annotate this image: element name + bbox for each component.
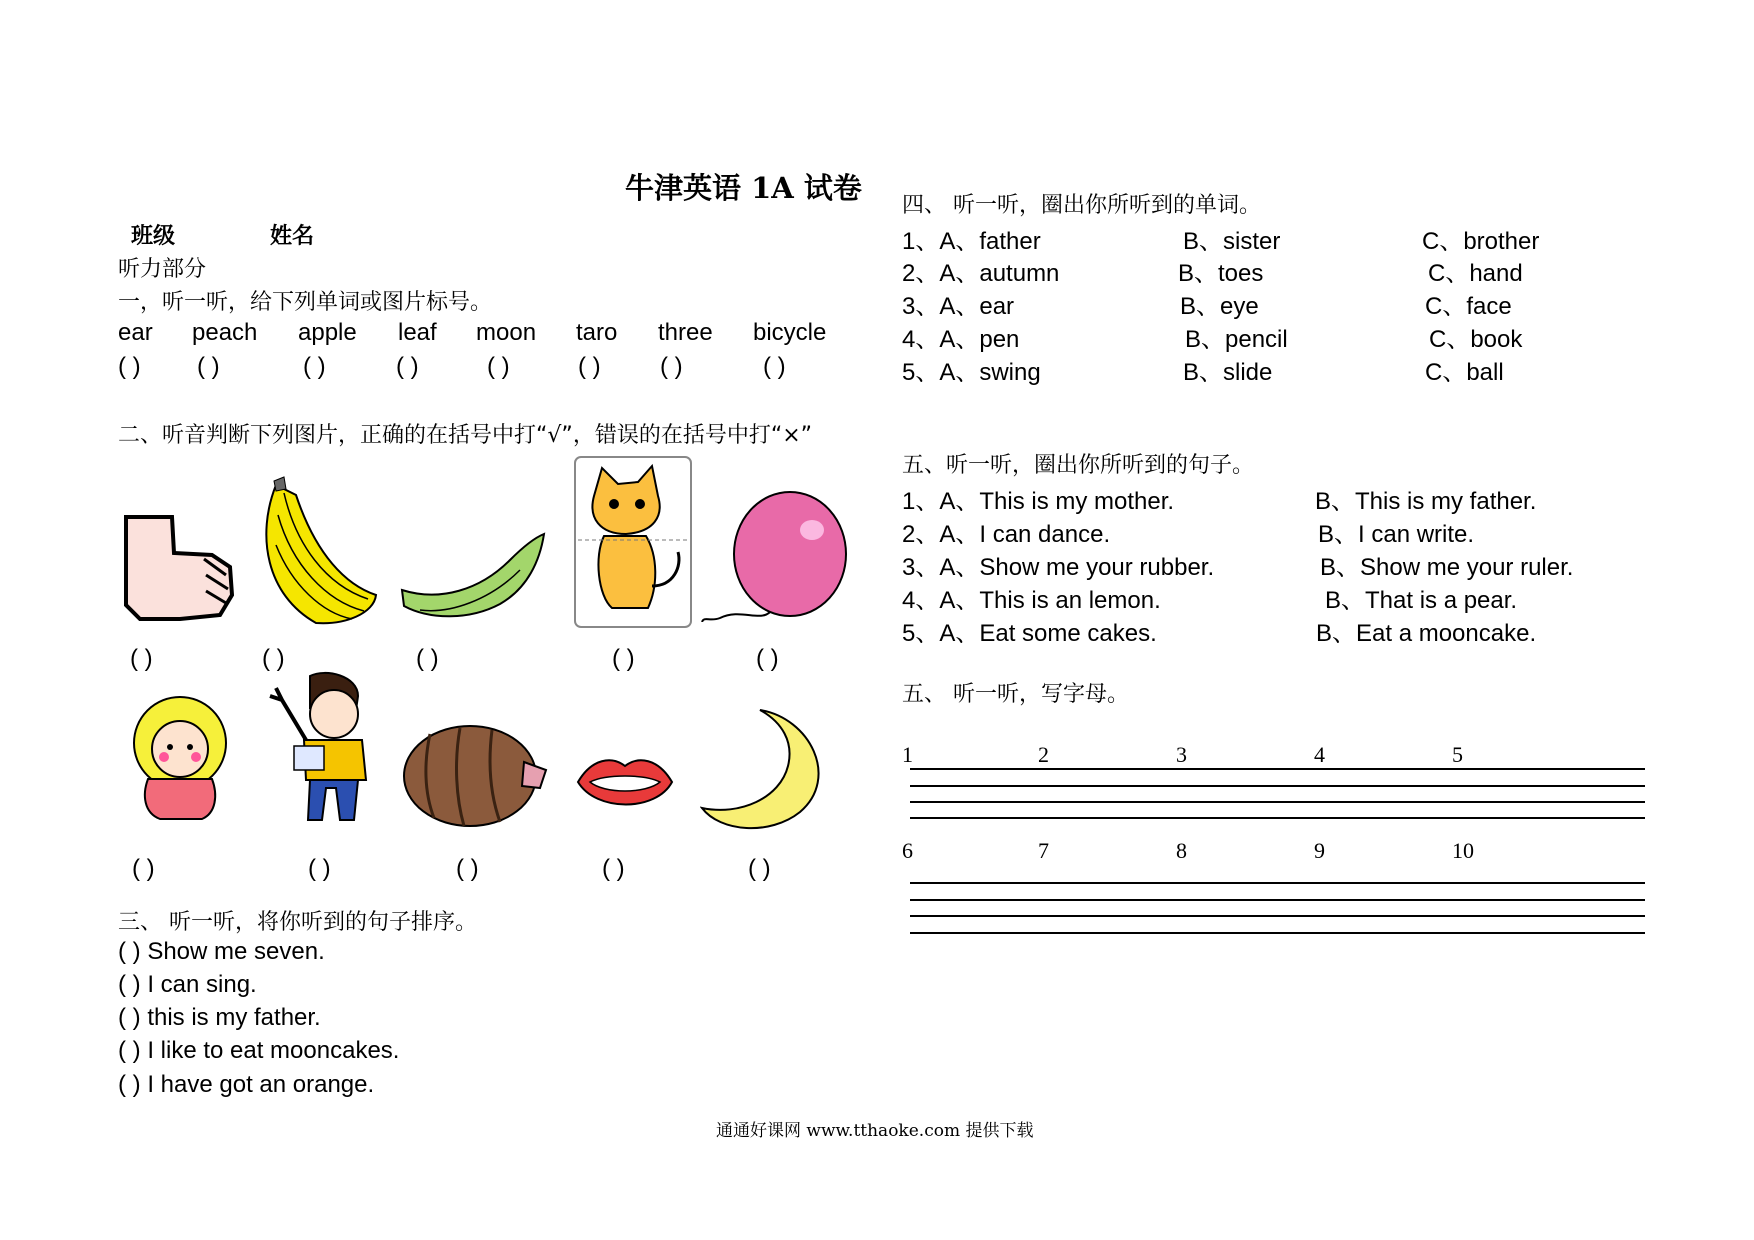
answer-blank[interactable]: ( )	[763, 353, 786, 380]
line-number: 1	[902, 742, 913, 767]
sentence-text: I like to eat mooncakes.	[147, 1037, 400, 1064]
name-label: 姓名	[270, 224, 315, 249]
line-number: 3	[1176, 742, 1187, 767]
option-b[interactable]: B、That is a pear.	[1325, 587, 1518, 614]
answer-blank[interactable]: ( )	[602, 855, 625, 882]
option-a[interactable]: 2、A、autumn	[902, 260, 1060, 287]
writing-line	[910, 785, 1645, 787]
line-number: 6	[902, 838, 913, 863]
answer-blank[interactable]: ( )	[132, 855, 155, 882]
answer-blank[interactable]: ( )	[748, 855, 771, 882]
option-a[interactable]: 1、A、father	[902, 228, 1041, 255]
section5-heading: 五、听一听，圈出你所听到的句子。	[902, 453, 1255, 478]
word-item: apple	[298, 319, 357, 346]
option-a[interactable]: 1、A、This is my mother.	[902, 488, 1175, 515]
balloon-icon	[700, 490, 850, 622]
answer-blank[interactable]: ( )	[118, 971, 141, 998]
writing-line	[910, 817, 1645, 819]
option-c[interactable]: C、brother	[1422, 228, 1540, 255]
answer-blank[interactable]: ( )	[456, 855, 479, 882]
writing-line	[910, 801, 1645, 803]
word-item: moon	[476, 319, 537, 346]
section6-heading: 五、 听一听，写字母。	[902, 682, 1129, 707]
line-number: 5	[1452, 742, 1463, 767]
answer-blank[interactable]: ( )	[118, 938, 141, 965]
answer-blank[interactable]: ( )	[612, 645, 635, 672]
option-b[interactable]: B、slide	[1183, 359, 1273, 386]
answer-blank[interactable]: ( )	[308, 855, 331, 882]
list-item	[118, 938, 325, 966]
line-number: 8	[1176, 838, 1187, 863]
answer-blank[interactable]: ( )	[130, 645, 153, 672]
answer-blank[interactable]: ( )	[262, 645, 285, 672]
answer-blank[interactable]: ( )	[118, 353, 141, 380]
option-b[interactable]: B、Eat a mooncake.	[1316, 620, 1537, 647]
line-number: 7	[1038, 838, 1049, 863]
word-item: peach	[192, 319, 258, 346]
option-a[interactable]: 4、A、This is an lemon.	[902, 587, 1161, 614]
list-item	[118, 1004, 321, 1032]
list-item	[118, 1071, 374, 1099]
class-label: 班级	[131, 224, 176, 249]
bean-pod-icon	[400, 530, 548, 622]
sentence-text: Show me seven.	[147, 938, 325, 965]
answer-blank[interactable]: ( )	[756, 645, 779, 672]
line-number: 10	[1452, 838, 1474, 863]
writing-line	[910, 932, 1645, 934]
word-item: ear	[118, 319, 153, 346]
answer-blank[interactable]: ( )	[416, 645, 439, 672]
word-item: three	[658, 319, 713, 346]
option-b[interactable]: B、sister	[1183, 228, 1281, 255]
option-c[interactable]: C、hand	[1428, 260, 1523, 287]
list-item	[118, 971, 257, 999]
writing-line	[910, 899, 1645, 901]
answer-blank[interactable]: ( )	[197, 353, 220, 380]
option-c[interactable]: C、face	[1425, 293, 1512, 320]
line-number: 2	[1038, 742, 1049, 767]
lips-icon	[576, 752, 674, 818]
word-item: bicycle	[753, 319, 827, 346]
sentence-text: I have got an orange.	[147, 1071, 375, 1098]
option-b[interactable]: B、Show me your ruler.	[1320, 554, 1574, 581]
option-a[interactable]: 3、A、ear	[902, 293, 1015, 320]
answer-blank[interactable]: ( )	[487, 353, 510, 380]
sentence-text: I can sing.	[147, 971, 257, 998]
boy-icon	[266, 670, 378, 830]
list-item	[118, 1037, 399, 1065]
banana-icon	[256, 475, 380, 627]
moon-icon	[700, 708, 830, 832]
taro-icon	[400, 722, 548, 830]
answer-blank[interactable]: ( )	[303, 353, 326, 380]
section3-heading: 三、 听一听，将你听到的句子排序。	[118, 910, 477, 935]
writing-line	[910, 768, 1645, 770]
word-item: leaf	[398, 319, 437, 346]
option-a[interactable]: 4、A、pen	[902, 326, 1020, 353]
section2-heading: 二、听音判断下列图片，正确的在括号中打“√”，错误的在括号中打“×”	[118, 423, 813, 448]
writing-line	[910, 882, 1645, 884]
answer-blank[interactable]: ( )	[118, 1071, 141, 1098]
answer-blank[interactable]: ( )	[396, 353, 419, 380]
option-b[interactable]: B、toes	[1178, 260, 1264, 287]
listening-part-label: 听力部分	[118, 257, 207, 282]
line-number: 9	[1314, 838, 1325, 863]
option-b[interactable]: B、This is my father.	[1315, 488, 1537, 515]
sentence-text: this is my father.	[147, 1004, 321, 1031]
answer-blank[interactable]: ( )	[118, 1037, 141, 1064]
line-number: 4	[1314, 742, 1325, 767]
answer-blank[interactable]: ( )	[660, 353, 683, 380]
option-a[interactable]: 2、A、I can dance.	[902, 521, 1111, 548]
page-title: 牛津英语 1A 试卷	[625, 171, 862, 205]
writing-line	[910, 915, 1645, 917]
option-b[interactable]: B、pencil	[1185, 326, 1288, 353]
cat-icon	[574, 456, 692, 628]
answer-blank[interactable]: ( )	[578, 353, 601, 380]
foot-icon	[120, 515, 236, 625]
option-c[interactable]: C、book	[1429, 326, 1523, 353]
answer-blank[interactable]: ( )	[118, 1004, 141, 1031]
option-a[interactable]: 5、A、swing	[902, 359, 1041, 386]
section4-heading: 四、 听一听，圈出你所听到的单词。	[902, 193, 1261, 218]
option-b[interactable]: B、eye	[1180, 293, 1259, 320]
option-c[interactable]: C、ball	[1425, 359, 1504, 386]
option-b[interactable]: B、I can write.	[1318, 521, 1475, 548]
option-a[interactable]: 5、A、Eat some cakes.	[902, 620, 1157, 647]
doll-icon	[120, 695, 242, 823]
option-a[interactable]: 3、A、Show me your rubber.	[902, 554, 1215, 581]
footer: 通通好课网 www.tthaoke.com 提供下载	[716, 1121, 1034, 1141]
section1-heading: 一，听一听，给下列单词或图片标号。	[118, 290, 493, 315]
word-item: taro	[576, 319, 618, 346]
